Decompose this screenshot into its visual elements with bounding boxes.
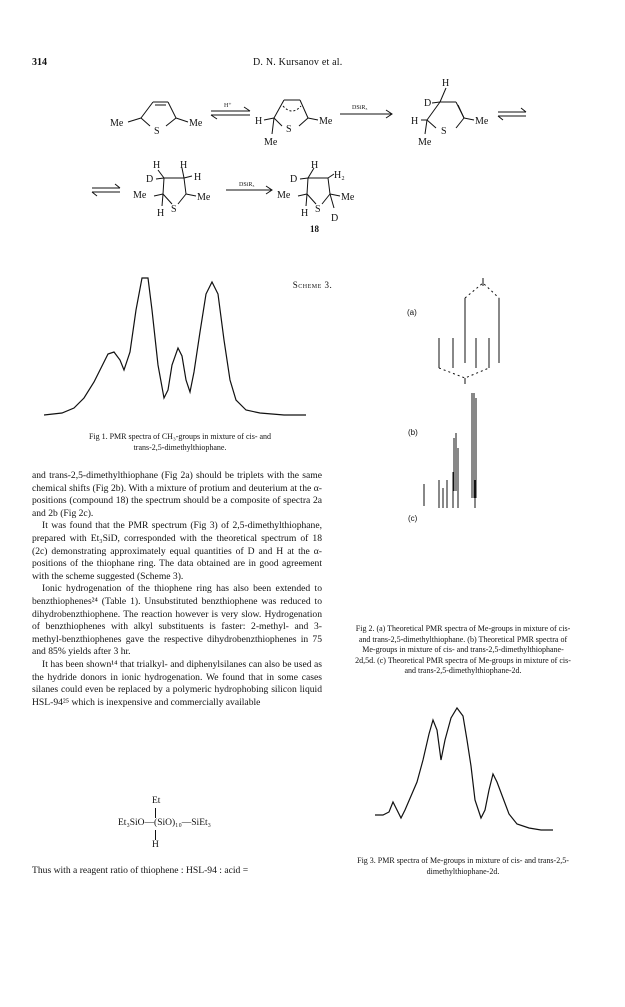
scheme-label: Scheme 3. [292, 280, 333, 290]
label-h2: H₂ [334, 170, 345, 181]
label-me: Me [110, 118, 124, 129]
label-me: Me [133, 190, 147, 201]
compound-number: 18 [310, 224, 319, 234]
reagent-silane: DSiR₃ [352, 105, 368, 111]
paragraph-4: It has been shown¹⁴ that trialkyl- and diphenylsilanes can also be used as the hydride donors in ionic hydrogenation. We found that in some cases silanes could even be replaced by a polymeric hydrophobing silicon liquid HSL-94²⁵ which is inexpensive and commercially available [32, 658, 322, 708]
equilibrium-arrow-4 [92, 184, 120, 196]
fig3-spectrum [375, 700, 565, 840]
label-s: S [286, 124, 292, 135]
label-h: H [194, 172, 202, 183]
fig2-panel-label-b: (b) [408, 428, 418, 437]
thiophane-d-structure [154, 168, 196, 206]
formula-bottom: H [152, 840, 159, 850]
body-text [32, 470, 322, 709]
fig1-spectrum [44, 270, 308, 430]
paragraph-5: Thus with a reagent ratio of thiophene : HSL-94 : acid = [32, 865, 249, 876]
label-h: H [442, 78, 450, 89]
label-s: S [315, 204, 321, 215]
label-h: H [411, 116, 419, 127]
formula-top: Et [152, 796, 161, 806]
fig2b-lines [454, 393, 476, 498]
reaction-arrow-2 [340, 110, 392, 118]
label-d: D [290, 174, 298, 185]
formula-bond-bottom [155, 830, 156, 840]
thiophene-structure [128, 102, 188, 126]
label-s: S [154, 126, 160, 137]
paragraph-2: It was found that the PMR spectrum (Fig 3) of 2,5-dimethylthiophane, prepared with Et₃SiD, corresponded with the theoretical spectrum of 18 (2c) demonstrating approximately equal quantities of D and H at the α-positions of the thiophane ring. The data obtained are in good agreement with the scheme suggested (Scheme 3). [32, 520, 322, 582]
label-me: Me [418, 137, 432, 148]
label-me: Me [475, 116, 489, 127]
dihydro-structure [421, 88, 474, 134]
label-h: H [255, 116, 263, 127]
label-h: H [311, 160, 319, 171]
page-number: 314 [32, 57, 47, 68]
label-h: H [301, 208, 309, 219]
fig2-theoretical-spectra [395, 268, 525, 518]
equilibrium-arrow-3 [498, 108, 526, 120]
reagent-h-plus: H⁺ [224, 103, 232, 109]
label-s: S [171, 204, 177, 215]
label-h: H [180, 160, 188, 171]
fig2-panel-label-a: (a) [407, 308, 417, 317]
fig2a-lines [439, 278, 499, 384]
fig2c-lines [424, 472, 475, 508]
paragraph-1: and trans-2,5-dimethylthiophane (Fig 2a) should be triplets with the same chemical shifts (Fig 2b). With a mixture of protium and deuterium at the α-positions (compound 18) the spectrum should be a composite of spectra 2a and 2b (Fig 2c). [32, 470, 322, 519]
label-me: Me [197, 192, 211, 203]
label-me: Me [264, 137, 278, 148]
label-s: S [441, 126, 447, 137]
label-d: D [146, 174, 154, 185]
label-d: D [331, 213, 339, 224]
fig2-panel-label-c: (c) [408, 514, 418, 523]
fig1-caption: Fig 1. PMR spectra of CH₃-groups in mixture of cis- and trans-2,5-dimethylthiophane. [88, 432, 272, 452]
label-me: Me [341, 192, 355, 203]
label-h: H [153, 160, 161, 171]
formula-middle: Et₃SiO—(SiO)₁₀—SiEt₃ [118, 818, 211, 828]
label-me: Me [189, 118, 203, 129]
reaction-scheme [0, 70, 625, 280]
label-h: H [157, 208, 165, 219]
label-me: Me [277, 190, 291, 201]
fig2-caption: Fig 2. (a) Theoretical PMR spectra of Me-groups in mixture of cis- and trans-2,5-dimethylthiophane. (b) Theoretical PMR spectra of Me-groups in mixture of cis- and trans-2,5-dimethylthiophane- 2d,5d. (c) Theoretical PMR spectra of Me-groups in mixture of cis- and trans-2,5-dimethylthiophane-2d. [355, 624, 571, 675]
label-d: D [424, 98, 432, 109]
paragraph-3: Ionic hydrogenation of the thiophene ring has also been extended to benzthiophenes²⁴ (Table 1). Unsubstituted benzthiophene was reduced to dihydrobenzthiophene. The reaction however is very slow. Hydrogenation of benzthiophenes with alkyl substituents is faster: 2-methyl- and 3-methyl-benzthiophenes gave the respective dihydrobenzthiophenes in 75 and 85% yields after 3 hr. [32, 583, 322, 658]
reagent-silane: DSiR₃ [239, 182, 255, 188]
formula-bond-top [155, 808, 156, 818]
label-me: Me [319, 116, 333, 127]
running-header-authors: D. N. Kursanov et al. [253, 57, 343, 68]
fig3-caption: Fig 3. PMR spectra of Me-groups in mixture of cis- and trans-2,5- dimethylthiophane-2d. [357, 856, 569, 876]
